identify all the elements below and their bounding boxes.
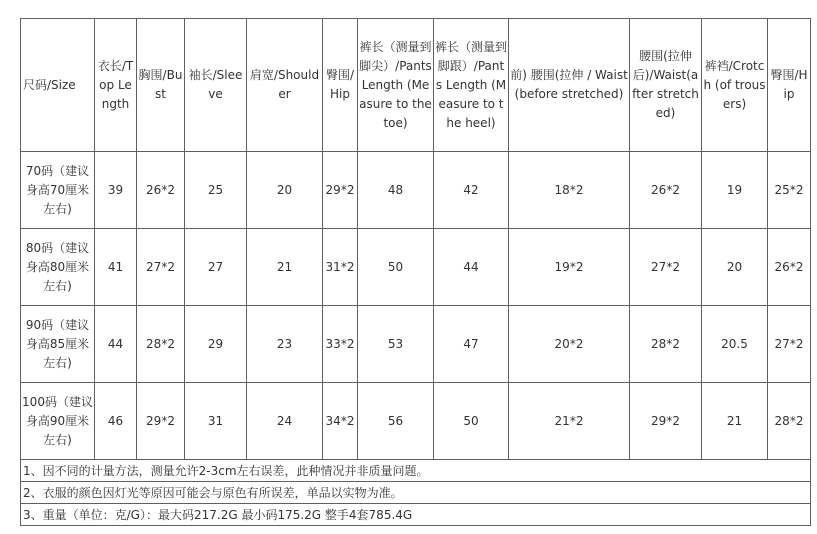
table-cell: 28*2: [630, 306, 702, 383]
table-cell: 46: [95, 383, 137, 460]
header-hip-2: 臀围/Hip: [768, 19, 811, 152]
table-cell: 20: [247, 152, 323, 229]
note-measurement-tolerance: 1、因不同的计量方法，测量允许2-3cm左右误差，此种情况并非质量问题。: [21, 460, 811, 482]
table-cell: 33*2: [323, 306, 358, 383]
table-cell: 29*2: [137, 383, 185, 460]
note-weight: 3、重量（单位：克/G）：最大码217.2G 最小码175.2G 整手4套785.4G: [21, 504, 811, 526]
table-cell: 27*2: [630, 229, 702, 306]
table-cell: 19: [702, 152, 768, 229]
note-row: [21, 482, 811, 504]
header-size: 尺码/Size: [21, 19, 95, 152]
table-cell: 27*2: [137, 229, 185, 306]
header-shoulder: 肩宽/Shoulder: [247, 19, 323, 152]
table-cell: 44: [95, 306, 137, 383]
table-cell: 53: [358, 306, 434, 383]
table-cell: 50: [358, 229, 434, 306]
header-top-length: 衣长/Top Length: [95, 19, 137, 152]
note-row: [21, 504, 811, 526]
table-cell: 100码（建议身高90厘米左右): [21, 383, 95, 460]
table-cell: 25*2: [768, 152, 811, 229]
table-cell: 23: [247, 306, 323, 383]
table-cell: 90码（建议身高85厘米左右): [21, 306, 95, 383]
table-cell: 21: [702, 383, 768, 460]
table-cell: 20*2: [509, 306, 630, 383]
table-cell: 18*2: [509, 152, 630, 229]
table-cell: 28*2: [768, 383, 811, 460]
table-cell: 20: [702, 229, 768, 306]
table-cell: 80码（建议身高80厘米左右): [21, 229, 95, 306]
header-pants-length-heel: 裤长（测量到脚跟）/Pants Length (Measure to the heel): [434, 19, 509, 152]
table-cell: 24: [247, 383, 323, 460]
table-cell: 47: [434, 306, 509, 383]
table-cell: 21*2: [509, 383, 630, 460]
table-row: [21, 306, 811, 383]
table-cell: 28*2: [137, 306, 185, 383]
header-crotch: 裤裆/Crotch (of trousers): [702, 19, 768, 152]
table-cell: 41: [95, 229, 137, 306]
table-cell: 31*2: [323, 229, 358, 306]
table-cell: 29*2: [630, 383, 702, 460]
note-color-difference: 2、衣服的颜色因灯光等原因可能会与原色有所误差，单品以实物为准。: [21, 482, 811, 504]
table-cell: 25: [185, 152, 247, 229]
table-cell: 42: [434, 152, 509, 229]
table-cell: 19*2: [509, 229, 630, 306]
table-cell: 31: [185, 383, 247, 460]
header-waist-before: 前) 腰围(拉伸 / Waist(before stretched): [509, 19, 630, 152]
table-cell: 29*2: [323, 152, 358, 229]
size-chart: [20, 18, 810, 526]
header-waist-after: 腰围(拉伸后)/Waist(after stretched): [630, 19, 702, 152]
table-row: [21, 152, 811, 229]
table-row: [21, 383, 811, 460]
table-cell: 21: [247, 229, 323, 306]
table-cell: 44: [434, 229, 509, 306]
table-cell: 70码（建议身高70厘米左右): [21, 152, 95, 229]
header-sleeve: 袖长/Sleeve: [185, 19, 247, 152]
header-hip: 臀围/Hip: [323, 19, 358, 152]
table-cell: 26*2: [630, 152, 702, 229]
table-cell: 48: [358, 152, 434, 229]
table-cell: 39: [95, 152, 137, 229]
table-row: [21, 229, 811, 306]
table-cell: 50: [434, 383, 509, 460]
table-cell: 56: [358, 383, 434, 460]
table-cell: 26*2: [137, 152, 185, 229]
table-cell: 26*2: [768, 229, 811, 306]
table-cell: 29: [185, 306, 247, 383]
table-cell: 27: [185, 229, 247, 306]
table-cell: 34*2: [323, 383, 358, 460]
size-table: [20, 18, 811, 526]
note-row: [21, 460, 811, 482]
table-cell: 27*2: [768, 306, 811, 383]
table-cell: 20.5: [702, 306, 768, 383]
header-bust: 胸围/Bust: [137, 19, 185, 152]
header-row: [21, 19, 811, 152]
header-pants-length-toe: 裤长（测量到脚尖）/Pants Length (Measure to the toe): [358, 19, 434, 152]
